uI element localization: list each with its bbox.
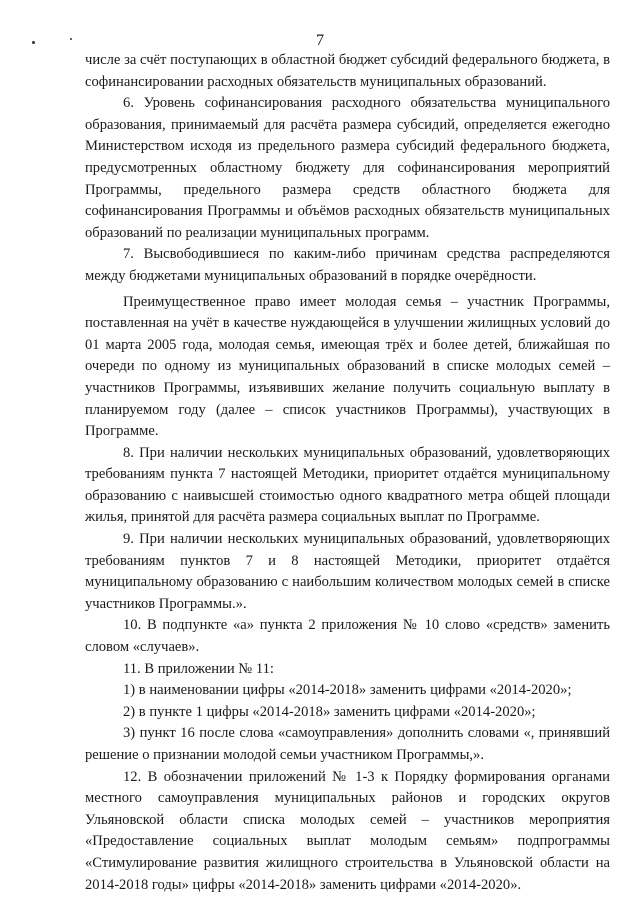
document-body [85, 50, 610, 896]
paragraph-priority-right: Преимущественное право имеет молодая семья – участник Программы, поставленная на учёт в качестве нуждающейся в улучшении жилищных условий до 01 марта 2005 года, молодая семья, имеющая трёх и более детей, ближайшая по очереди по одному из муниципальных образований в списке молодых семей – участников Программы, изъявивших желание получить социальную выплату в планируемом году (далее – список участников Программы), участвующих в Программе. [85, 293, 610, 440]
paragraph-item-11: 11. В приложении № 11: [123, 660, 274, 677]
paragraph-subitem-1: 1) в наименовании цифры «2014-2018» заменить цифрами «2014-2020»; [123, 682, 572, 699]
paragraph-item-10: 10. В подпункте «а» пункта 2 приложения № 10 слово «средств» заменить словом «случаев». [85, 617, 610, 656]
paragraph-subitem-2: 2) в пункте 1 цифры «2014-2018» заменить цифрами «2014-2020»; [123, 703, 536, 720]
paragraph-item-12: 12. В обозначении приложений № 1-3 к Порядку формирования органами местного самоуправления муниципальных районов и городских округов Ульяновской области списка молодых семей – участников мероприятия «Предоставление социальных выплат молодым семьям» подпрограммы «Стимулирование развития жилищного строительства в Ульяновской области на 2014-2018 годы» цифры «2014-2018» заменить цифрами «2014-2020». [85, 768, 610, 893]
paragraph-item-7: 7. Высвободившиеся по каким-либо причинам средства распределяются между бюджетами муниципальных образований в порядке очерёдности. [85, 246, 610, 284]
paragraph-subitem-3: 3) пункт 16 после слова «самоуправления» дополнить словами «, принявший решение о признании молодой семьи участником Программы,». [85, 725, 610, 763]
paragraph-continuation: числе за счёт поступающих в областной бюджет субсидий федерального бюджета, в софинансировании расходных обязательств муниципальных образований. [85, 52, 610, 90]
page-number: 7 [316, 32, 324, 49]
paragraph-item-6: 6. Уровень софинансирования расходного обязательства муниципального образования, принимаемый для расчёта размера субсидий, определяется ежегодно Министерством исходя из предельного размера субсидий федерального бюджета, предусмотренных областному бюджету для софинансирования мероприятий Программы, предельного размера средств областного бюджета для софинансирования Программы и объёмов расходных обязательств муниципальных образований по реализации муниципальных программ. [85, 95, 610, 241]
paragraph-item-9: 9. При наличии нескольких муниципальных образований, удовлетворяющих требованиям пунктов 7 и 8 настоящей Методики, приоритет отдаётся муниципальному образованию с наибольшим количеством молодых семей в списке участников Программы.». [85, 531, 610, 612]
paragraph-item-8: 8. При наличии нескольких муниципальных образований, удовлетворяющих требованиям пункта 7 настоящей Методики, приоритет отдаётся муниципальному образованию с наивысшей стоимостью одного квадратного метра общей площади жилья, принятой для расчёта размера социальных выплат по Программе. [85, 444, 610, 526]
